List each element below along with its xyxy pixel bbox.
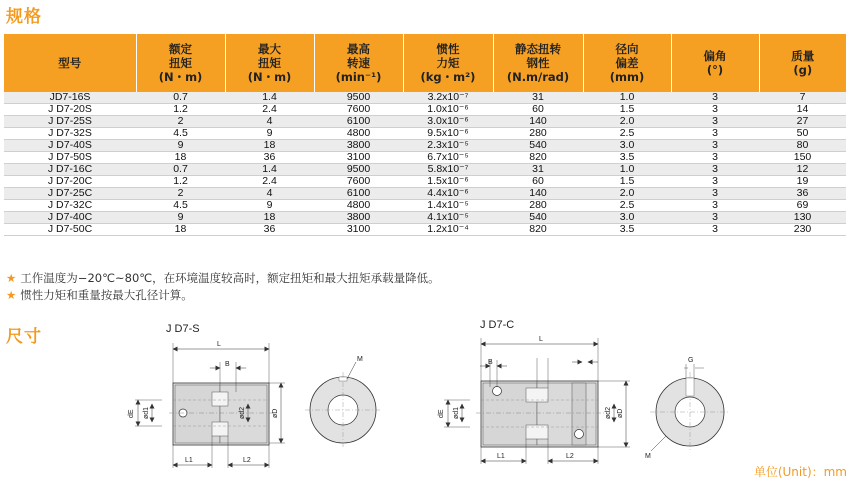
table-cell: 4	[225, 116, 314, 128]
table-cell: 3	[671, 224, 759, 236]
dim-label-d1: ød1	[143, 406, 150, 419]
table-cell: 3800	[314, 212, 403, 224]
unit-note: 单位(Unit)：mm	[753, 465, 847, 479]
table-cell: 3	[671, 152, 759, 164]
model-cell: J D7-32S	[4, 128, 136, 140]
table-cell: 9	[225, 200, 314, 212]
column-header-line: 力矩	[436, 56, 460, 70]
table-cell: 3	[671, 128, 759, 140]
table-cell: 50	[759, 128, 846, 140]
dim-label-l1: L1	[497, 453, 505, 460]
table-cell: 3.5	[583, 224, 671, 236]
table-cell: 18	[225, 140, 314, 152]
model-cell: J D7-40S	[4, 140, 136, 152]
table-cell: 7600	[314, 176, 403, 188]
column-header-line: 钢性	[526, 56, 550, 70]
table-cell: 14	[759, 104, 846, 116]
table-cell: 1.2x10⁻⁴	[403, 224, 493, 236]
table-cell: 540	[493, 140, 583, 152]
column-header-line: (N.m/rad)	[506, 70, 570, 84]
table-cell: 4.1x10⁻⁵	[403, 212, 493, 224]
table-cell: 60	[493, 176, 583, 188]
model-cell: J D7-20S	[4, 104, 136, 116]
table-cell: 9	[136, 212, 225, 224]
dim-label-l2: L2	[243, 457, 251, 464]
table-cell: 2.3x10⁻⁵	[403, 140, 493, 152]
table-cell: 69	[759, 200, 846, 212]
table-cell: 4800	[314, 128, 403, 140]
dim-label-l: L	[217, 341, 221, 348]
table-cell: 4.4x10⁻⁶	[403, 188, 493, 200]
table-cell: 60	[493, 104, 583, 116]
model-cell: J D7-25S	[4, 116, 136, 128]
table-cell: 9500	[314, 92, 403, 104]
column-header-line: (mm)	[609, 70, 645, 84]
column-header-line: (min⁻¹)	[335, 70, 382, 84]
table-cell: 18	[136, 152, 225, 164]
table-cell: 1.5	[583, 104, 671, 116]
table-cell: 2.5	[583, 200, 671, 212]
dim-label-l2: L2	[566, 453, 574, 460]
clamp-screw	[575, 430, 584, 439]
column-header-line: (N・m)	[247, 70, 292, 84]
table-cell: 2.5	[583, 128, 671, 140]
dimensions-section-title: 尺寸	[6, 327, 42, 347]
column-header-line: 惯性	[436, 42, 460, 56]
table-cell: 2.0	[583, 116, 671, 128]
table-cell: 80	[759, 140, 846, 152]
note-text: 工作温度为−20℃~80℃，在环境温度较高时，额定扭矩和最大扭矩承载量降低。	[20, 271, 440, 285]
table-cell: 2.0	[583, 188, 671, 200]
table-cell: 3.2x10⁻⁷	[403, 92, 493, 104]
table-cell: 3.5	[583, 152, 671, 164]
table-cell: 820	[493, 224, 583, 236]
table-cell: 7	[759, 92, 846, 104]
table-cell: 1.0x10⁻⁶	[403, 104, 493, 116]
dim-label-d1: ød1	[453, 406, 460, 419]
table-cell: 6.7x10⁻⁵	[403, 152, 493, 164]
table-cell: 4	[225, 188, 314, 200]
clamp-screw	[493, 387, 502, 396]
column-header-line: 静态扭转	[515, 42, 561, 56]
table-cell: 140	[493, 188, 583, 200]
table-cell: 19	[759, 176, 846, 188]
model-cell: J D7-50S	[4, 152, 136, 164]
table-cell: 3	[671, 188, 759, 200]
drawing-caption: J D7-C	[480, 319, 515, 331]
dim-label-m: M	[357, 356, 363, 363]
table-cell: 3	[671, 164, 759, 176]
table-cell: 9.5x10⁻⁶	[403, 128, 493, 140]
column-header-line: 扭矩	[169, 56, 192, 70]
drawing-jd7-c	[438, 319, 730, 464]
table-cell: 1.2	[136, 176, 225, 188]
dim-label-de: dE	[438, 409, 445, 418]
table-cell: 1.0	[583, 92, 671, 104]
table-cell: 6100	[314, 116, 403, 128]
table-cell: 6100	[314, 188, 403, 200]
column-header-line: 型号	[58, 56, 82, 70]
column-header-line: (g)	[793, 63, 813, 77]
column-header-line: 偏差	[615, 56, 639, 70]
dim-label-l1: L1	[185, 457, 193, 464]
table-cell: 540	[493, 212, 583, 224]
table-cell: 3100	[314, 224, 403, 236]
table-cell: 36	[225, 152, 314, 164]
table-cell: 1.4	[225, 164, 314, 176]
table-cell: 3100	[314, 152, 403, 164]
table-cell: 1.5	[583, 176, 671, 188]
table-cell: 1.4	[225, 92, 314, 104]
table-cell: 18	[136, 224, 225, 236]
table-cell: 2.4	[225, 104, 314, 116]
table-cell: 0.7	[136, 92, 225, 104]
table-cell: 1.0	[583, 164, 671, 176]
table-cell: 5.8x10⁻⁷	[403, 164, 493, 176]
drawing-jd7-s	[128, 323, 381, 468]
table-cell: 1.4x10⁻⁵	[403, 200, 493, 212]
table-cell: 2.4	[225, 176, 314, 188]
table-cell: 7600	[314, 104, 403, 116]
clamp-slit-end	[686, 378, 694, 396]
dim-label-l: L	[539, 336, 543, 343]
table-cell: 9	[136, 140, 225, 152]
table-cell: 3	[671, 176, 759, 188]
spec-section-title: 规格	[6, 7, 42, 27]
table-cell: 2	[136, 116, 225, 128]
table-cell: 9	[225, 128, 314, 140]
table-cell: 150	[759, 152, 846, 164]
table-cell: 18	[225, 212, 314, 224]
table-cell: 36	[759, 188, 846, 200]
table-cell: 36	[225, 224, 314, 236]
model-cell: J D7-25C	[4, 188, 136, 200]
table-cell: 140	[493, 116, 583, 128]
table-cell: 3	[671, 92, 759, 104]
column-header-line: 额定	[169, 42, 192, 56]
table-cell: 3	[671, 212, 759, 224]
table-cell: 130	[759, 212, 846, 224]
column-header-line: 最高	[347, 42, 370, 56]
model-cell: JD7-16S	[4, 92, 136, 104]
table-cell: 27	[759, 116, 846, 128]
dim-label-m: M	[645, 453, 651, 460]
table-cell: 3800	[314, 140, 403, 152]
model-cell: J D7-40C	[4, 212, 136, 224]
column-header-line: 转速	[347, 56, 370, 70]
table-cell: 12	[759, 164, 846, 176]
table-cell: 4.5	[136, 128, 225, 140]
column-header-line: 偏角	[703, 49, 727, 63]
table-cell: 2	[136, 188, 225, 200]
table-cell: 31	[493, 164, 583, 176]
note-text: 惯性力矩和重量按最大孔径计算。	[20, 288, 193, 302]
table-cell: 4.5	[136, 200, 225, 212]
table-cell: 280	[493, 128, 583, 140]
jaw-slot	[212, 392, 228, 406]
dim-label-od: øD	[617, 408, 624, 418]
table-cell: 820	[493, 152, 583, 164]
table-cell: 230	[759, 224, 846, 236]
column-header-line: 质量	[791, 49, 815, 63]
model-cell: J D7-32C	[4, 200, 136, 212]
column-header-line: (°)	[706, 63, 724, 77]
dim-label-b: B	[488, 359, 493, 366]
table-cell: 3	[671, 104, 759, 116]
dim-label-od: øD	[272, 408, 279, 418]
table-cell: 3	[671, 140, 759, 152]
table-cell: 1.5x10⁻⁶	[403, 176, 493, 188]
table-cell: 1.2	[136, 104, 225, 116]
table-cell: 0.7	[136, 164, 225, 176]
jaw-slot	[212, 422, 228, 436]
column-header-line: (N・m)	[158, 70, 203, 84]
column-header-line: 扭矩	[258, 56, 281, 70]
table-cell: 280	[493, 200, 583, 212]
table-cell: 3	[671, 116, 759, 128]
drawing-caption: J D7-S	[166, 323, 200, 335]
table-cell: 3.0x10⁻⁶	[403, 116, 493, 128]
dim-label-b: B	[225, 361, 230, 368]
table-cell: 9500	[314, 164, 403, 176]
dim-label-g: G	[688, 357, 694, 364]
column-header-line: 径向	[615, 42, 639, 56]
table-cell: 3.0	[583, 140, 671, 152]
model-cell: J D7-20C	[4, 176, 136, 188]
star-icon: ★	[6, 271, 17, 285]
star-icon: ★	[6, 288, 17, 302]
table-cell: 4800	[314, 200, 403, 212]
table-cell: 3	[671, 200, 759, 212]
column-header-line: (kg・m²)	[420, 70, 476, 84]
table-cell: 3.0	[583, 212, 671, 224]
column-header-line: 最大	[258, 42, 281, 56]
dim-label-d2: ød2	[239, 406, 246, 419]
dim-label-d2: ød2	[605, 406, 612, 419]
model-cell: J D7-50C	[4, 224, 136, 236]
model-cell: J D7-16C	[4, 164, 136, 176]
dim-label-de: dE	[128, 409, 135, 418]
table-cell: 31	[493, 92, 583, 104]
